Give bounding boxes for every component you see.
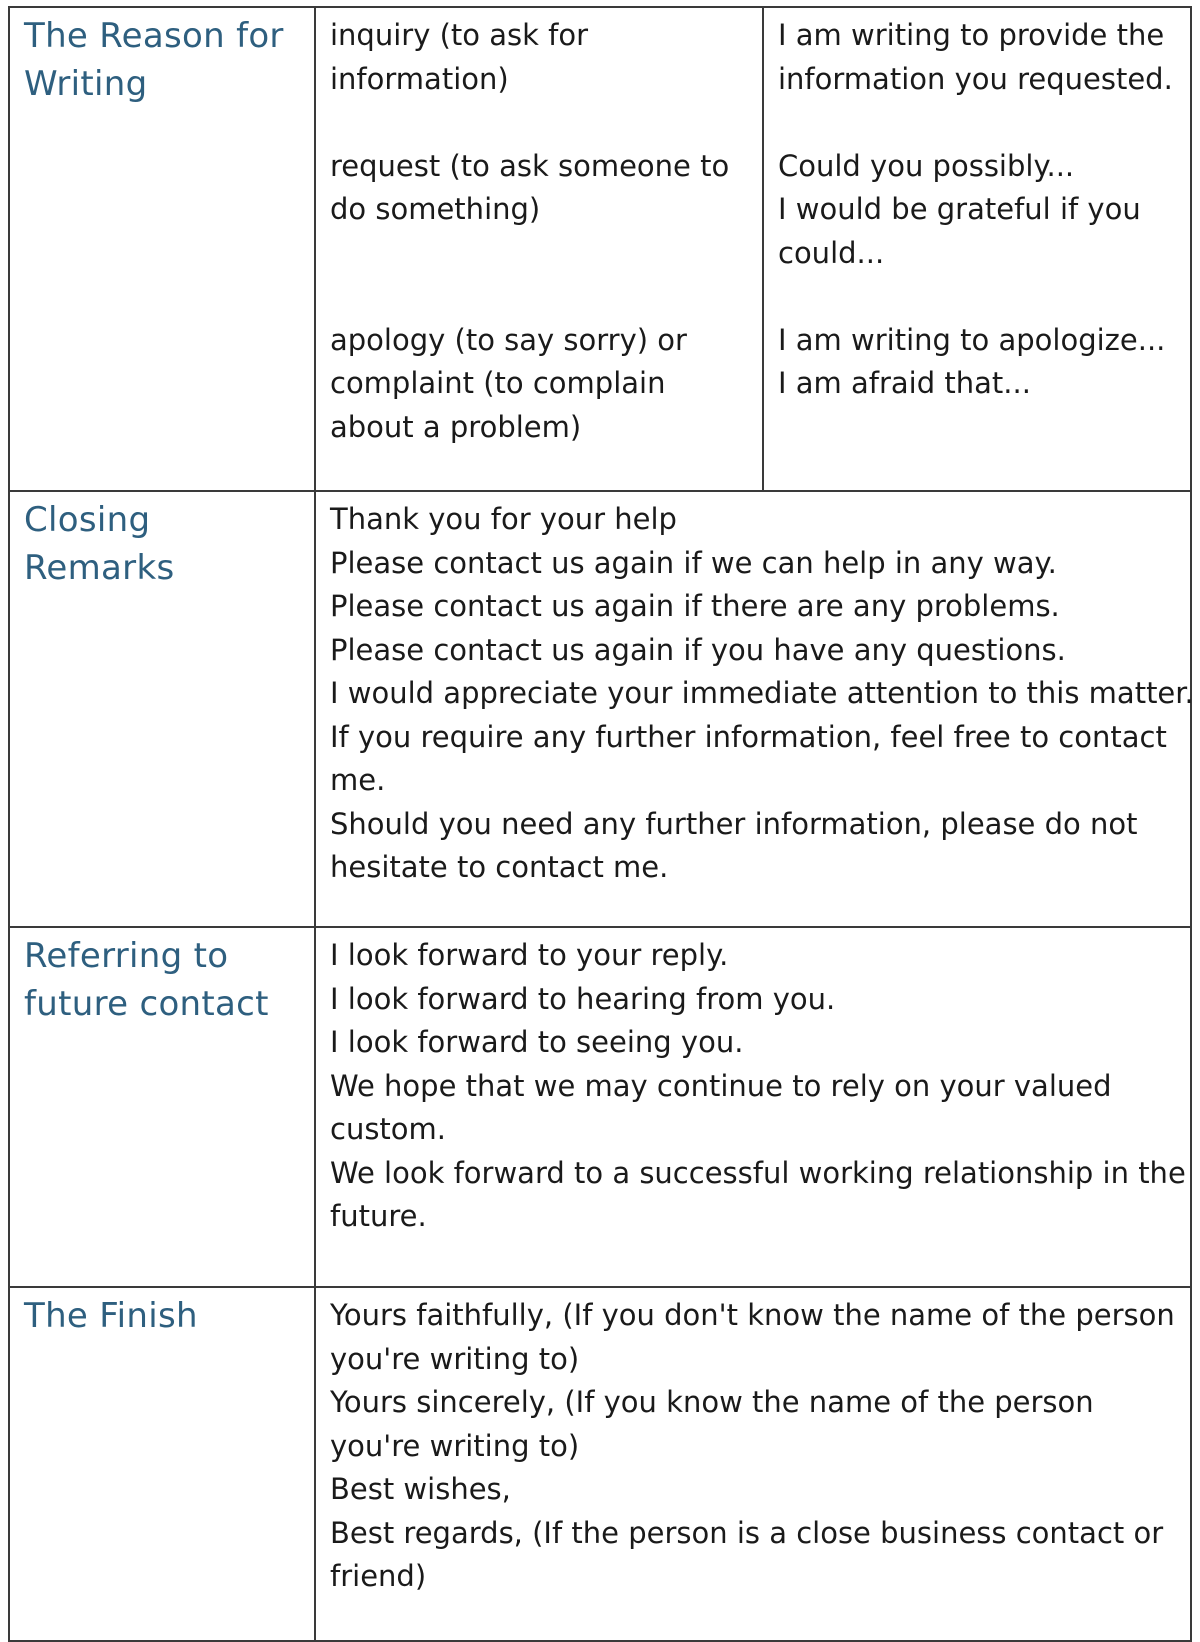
heading-cell-future — [9, 927, 315, 1287]
closing-line: Please contact us again if we can help in any way. — [330, 545, 1057, 580]
table-row-closing — [9, 491, 1191, 927]
closing-lines-cell — [315, 491, 1194, 927]
closing-line: I would appreciate your immediate attention to this matter. — [330, 676, 1194, 710]
heading-cell-reason — [9, 7, 315, 491]
heading-closing: Closing Remarks — [24, 500, 175, 588]
reason-type-inquiry: inquiry (to ask for information) — [330, 18, 588, 96]
reason-phrase-apology-1: I am writing to apologize... — [778, 322, 1166, 357]
finish-line: Best wishes, — [330, 1472, 511, 1506]
heading-cell-closing — [9, 491, 315, 927]
closing-line: Please contact us again if you have any questions. — [330, 632, 1066, 667]
table-row-finish — [9, 1287, 1191, 1641]
future-line: I look forward to seeing you. — [330, 1025, 744, 1059]
closing-line: Thank you for your help — [330, 502, 677, 536]
table-row-future — [9, 927, 1191, 1287]
future-line: We hope that we may continue to rely on your valued custom. — [330, 1068, 1112, 1146]
heading-reason: The Reason for Writing — [24, 16, 284, 104]
finish-line: Yours sincerely, (If you know the name of the person you're writing to) — [330, 1385, 1094, 1463]
future-line: I look forward to hearing from you. — [330, 981, 836, 1016]
future-line: I look forward to your reply. — [330, 938, 729, 972]
reason-phrase-inquiry: I am writing to provide the information you requested. — [778, 18, 1173, 96]
reason-phrase-request-2: I would be grateful if you could... — [778, 192, 1141, 270]
reason-types-cell — [315, 7, 763, 491]
heading-finish: The Finish — [24, 1296, 198, 1336]
finish-line: Best regards, (If the person is a close business contact or friend) — [330, 1515, 1164, 1593]
heading-future: Referring to future contact — [24, 936, 269, 1024]
closing-line: Please contact us again if there are any problems. — [330, 589, 1060, 623]
reason-phrases-cell — [763, 7, 1191, 491]
reason-phrase-request-1: Could you possibly... — [778, 148, 1075, 183]
finish-lines-cell — [315, 1287, 1191, 1641]
reason-type-apology: apology (to say sorry) or complaint (to complain about a problem) — [330, 322, 687, 444]
reason-type-request: request (to ask someone to do something) — [330, 148, 730, 226]
letter-phrases-table — [8, 6, 1192, 1642]
reason-phrase-apology-2: I am afraid that... — [778, 366, 1031, 400]
future-line: We look forward to a successful working relationship in the future. — [330, 1155, 1186, 1233]
closing-line: Should you need any further information, please do not hesitate to contact me. — [330, 806, 1138, 884]
finish-line: Yours faithfully, (If you don't know the name of the person you're writing to) — [330, 1298, 1175, 1376]
heading-cell-finish — [9, 1287, 315, 1641]
table-row-reason — [9, 7, 1191, 491]
closing-line: If you require any further information, feel free to contact me. — [330, 719, 1167, 797]
future-lines-cell — [315, 927, 1191, 1287]
